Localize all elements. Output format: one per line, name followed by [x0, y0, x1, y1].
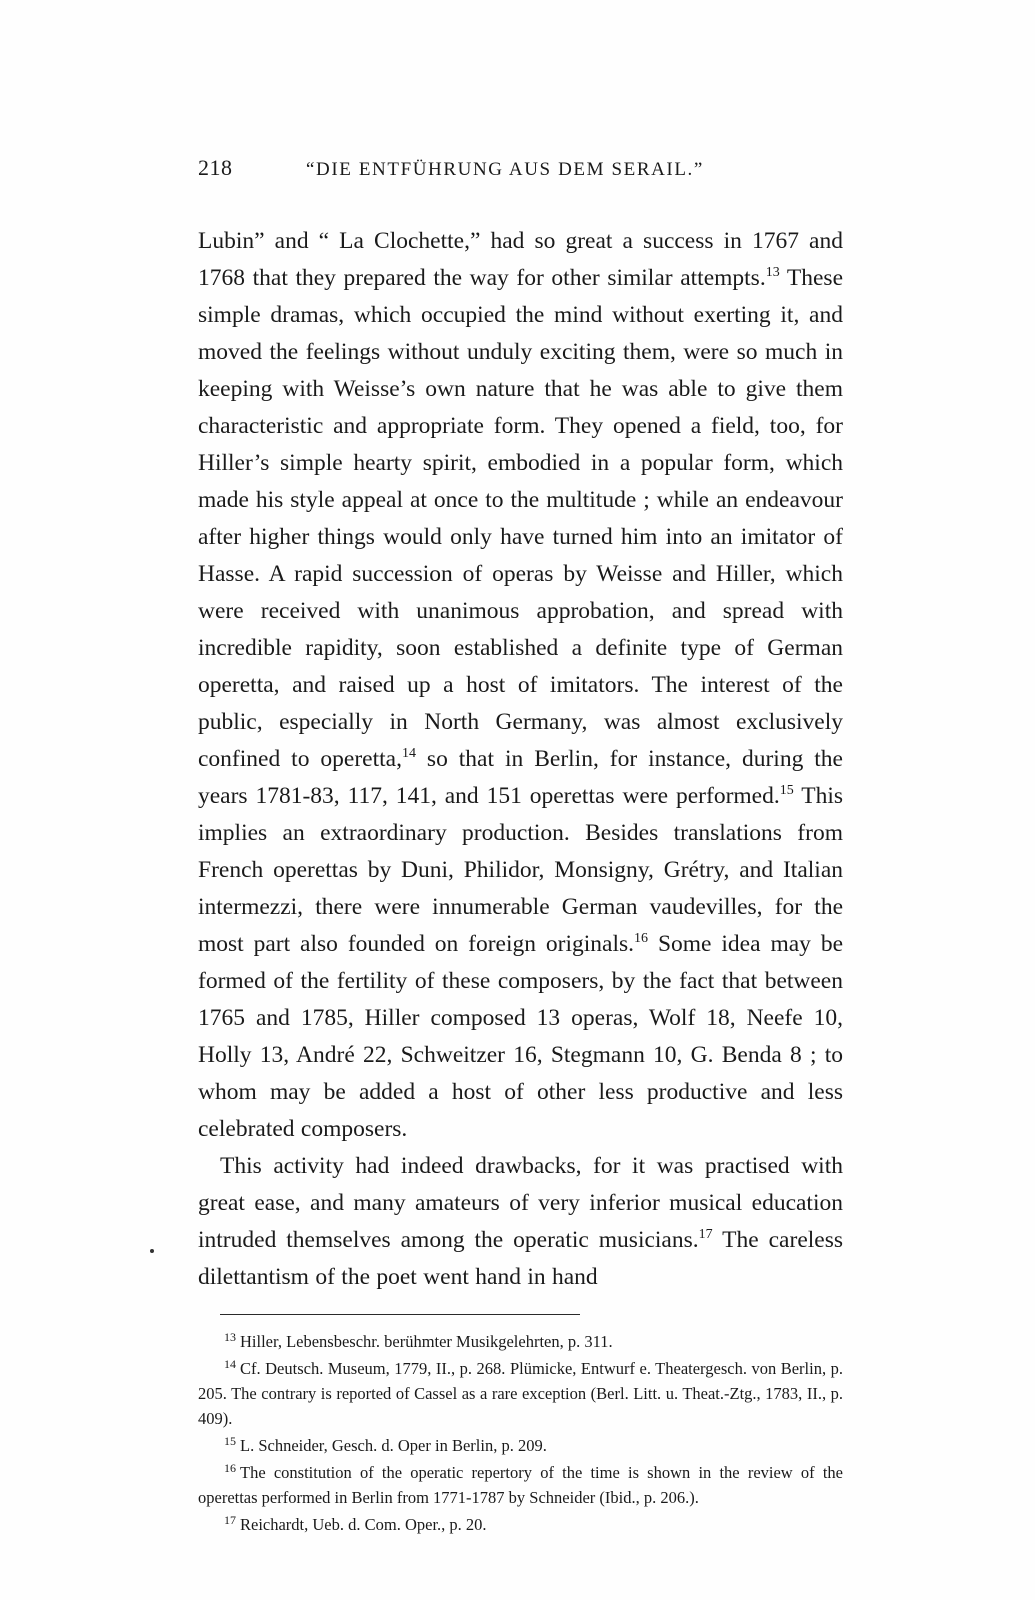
paragraph-1-text-a: Lubin” and “ La Clochette,” had so great a success in 1767 and 1768 that they prepared the way for other similar attempts.	[198, 228, 843, 291]
paragraph-2	[198, 1148, 843, 1296]
paragraph-1-text-e: Some idea may be formed of the fertility of these composers, by the fact that between 1765 and 1785, Hiller composed 13 operas, Wolf 18, Neefe 10, Holly 13, André 22, Schweitzer 16, Stegmann 10, G. Benda 8 ; to whom may be added a host of other less productive and less celebrated composers.	[198, 931, 843, 1142]
footnote-number: 17	[224, 1512, 236, 1527]
footnote-item	[198, 1356, 843, 1431]
footnote-number: 16	[224, 1460, 236, 1475]
footnote-ref-13: 13	[765, 265, 780, 281]
footnote-item	[198, 1512, 843, 1537]
paragraph-2-text-a: This activity had indeed drawbacks, for it was practised with great ease, and many amateurs of very inferior musical education intruded themselves among the operatic musicians.	[198, 1153, 843, 1253]
footnote-number: 13	[224, 1329, 236, 1344]
footnote-item	[198, 1329, 843, 1354]
paragraph-1-text-b: These simple dramas, which occupied the mind without exerting it, and moved the feelings without unduly exciting them, were so much in keeping with Weisse’s own nature that he was able to give them characteristic and appropriate form. They opened a field, too, for Hiller’s simple hearty spirit, embodied in a popular form, which made his style appeal at once to the multitude ; while an endeavour after higher things would only have turned him into an imitator of Hasse. A rapid succession of operas by Weisse and Hiller, which were received with unanimous approbation, and spread with incredible rapidity, soon established a definite type of German operetta, and raised up a host of imitators. The interest of the public, especially in North Germany, was almost exclusively confined to operetta,	[198, 265, 844, 772]
paragraph-1-text-c: so that in Berlin, for instance, during the years 1781-83, 117, 141, and 151 operettas were performed.	[198, 746, 843, 809]
paragraph-2-text-b: The careless dilettantism of the poet went hand in hand	[198, 1227, 843, 1290]
footnote-text: Reichardt, Ueb. d. Com. Oper., p. 20.	[240, 1515, 487, 1534]
page-number: 218	[198, 155, 233, 180]
footnote-ref-15: 15	[779, 783, 794, 799]
footnote-text: The constitution of the operatic repertory of the time is shown in the review of the operettas performed in Berlin from 1771-1787 by Schneider (Ibid., p. 206.).	[198, 1463, 843, 1507]
paragraph-1-text-d: This implies an extraordinary production. Besides translations from French operettas by Duni, Philidor, Monsigny, Grétry, and Italian intermezzi, there were innumerable German vaudevilles, for the most part also founded on foreign originals.	[198, 783, 844, 957]
running-head	[198, 155, 843, 181]
footnote-separator-rule	[220, 1314, 580, 1315]
footnote-text: L. Schneider, Gesch. d. Oper in Berlin, p. 209.	[240, 1436, 547, 1455]
footnote-ref-14: 14	[401, 746, 416, 762]
paragraph-1	[198, 223, 843, 1148]
footnote-number: 15	[224, 1433, 236, 1448]
footnote-item	[198, 1460, 843, 1510]
footnote-ref-17: 17	[698, 1227, 713, 1243]
footnote-ref-16: 16	[634, 931, 649, 947]
margin-dot-mark	[150, 1249, 154, 1253]
page-content	[198, 155, 843, 1539]
running-title: “DIE ENTFÜHRUNG AUS DEM SERAIL.”	[306, 159, 704, 180]
footnote-item	[198, 1433, 843, 1458]
footnote-block	[198, 1329, 843, 1537]
footnote-number: 14	[224, 1356, 236, 1371]
footnote-text: Hiller, Lebensbeschr. berühmter Musikgelehrten, p. 311.	[240, 1332, 613, 1351]
footnote-text: Cf. Deutsch. Museum, 1779, II., p. 268. Plümicke, Entwurf e. Theatergesch. von Berlin, p. 205. The contrary is reported of Cassel as a rare exception (Berl. Litt. u. Theat.-Ztg., 1783, II., p. 409).	[198, 1359, 843, 1428]
